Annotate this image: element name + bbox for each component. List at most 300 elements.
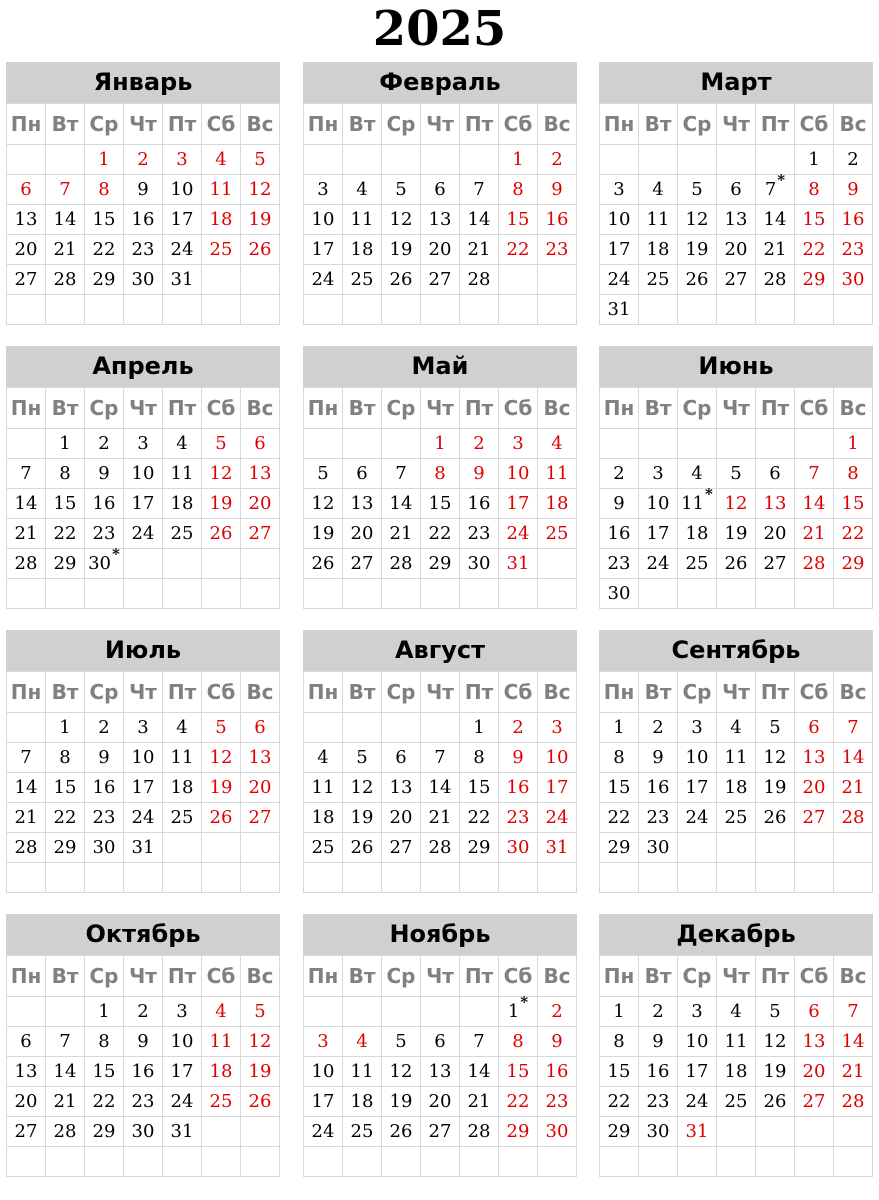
day-number: 27 [389, 837, 413, 858]
day-number: 5 [769, 717, 781, 738]
day-number: 6 [434, 179, 446, 200]
day-cell [538, 1027, 577, 1057]
day-cell [343, 265, 382, 295]
day-cell [7, 459, 46, 489]
month-table [303, 955, 577, 1177]
day-number: 1 [473, 717, 485, 738]
day-cell [343, 773, 382, 803]
day-number: 12 [311, 493, 335, 514]
day-number: 5 [730, 463, 742, 484]
day-number: 23 [646, 807, 670, 828]
day-number: 10 [607, 209, 631, 230]
empty-cell [717, 1147, 756, 1177]
week-row [304, 459, 577, 489]
weekday-label: Чт [124, 956, 163, 997]
empty-cell [163, 1147, 202, 1177]
day-number: 27 [428, 269, 452, 290]
day-number: 23 [467, 523, 491, 544]
day-number: 20 [763, 523, 787, 544]
day-number: 28 [841, 1091, 865, 1112]
empty-cell [304, 713, 343, 743]
day-cell [124, 489, 163, 519]
weekday-label: Ср [678, 388, 717, 429]
weekday-row [7, 104, 280, 145]
day-cell [600, 235, 639, 265]
empty-cell [600, 429, 639, 459]
day-number: 20 [428, 239, 452, 260]
day-cell [756, 1087, 795, 1117]
day-number: 8 [613, 1031, 625, 1052]
day-cell [639, 235, 678, 265]
weekday-label: Сб [202, 672, 241, 713]
weekday-label: Сб [202, 104, 241, 145]
day-cell [85, 459, 124, 489]
empty-cell [85, 579, 124, 609]
day-number: 20 [802, 777, 826, 798]
day-number: 22 [92, 1091, 116, 1112]
empty-cell [304, 295, 343, 325]
empty-cell [241, 579, 280, 609]
day-cell [124, 773, 163, 803]
weekday-row [600, 672, 873, 713]
week-row [7, 743, 280, 773]
day-cell [163, 265, 202, 295]
empty-cell [538, 579, 577, 609]
day-cell [85, 175, 124, 205]
empty-cell [717, 863, 756, 893]
day-number: 12 [685, 209, 709, 230]
day-cell [756, 171, 795, 205]
day-cell [241, 803, 280, 833]
day-cell [7, 175, 46, 205]
day-cell [834, 803, 873, 833]
day-number: 26 [724, 553, 748, 574]
day-number: 28 [467, 1121, 491, 1142]
day-cell [834, 235, 873, 265]
day-cell [600, 1087, 639, 1117]
day-number: 1 [808, 149, 820, 170]
day-cell [124, 1027, 163, 1057]
day-cell [241, 713, 280, 743]
day-number: 13 [389, 777, 413, 798]
empty-cell [241, 265, 280, 295]
weekday-label: Сб [499, 672, 538, 713]
empty-cell [124, 295, 163, 325]
empty-cell [834, 863, 873, 893]
day-cell [124, 1117, 163, 1147]
empty-cell [460, 997, 499, 1027]
day-cell [600, 743, 639, 773]
week-row [600, 743, 873, 773]
month-name: Ноябрь [303, 914, 577, 955]
shortened-day-mark: * [777, 171, 786, 189]
week-row [600, 489, 873, 519]
day-number: 13 [802, 1031, 826, 1052]
day-number: 8 [59, 747, 71, 768]
week-row [7, 205, 280, 235]
empty-cell [202, 833, 241, 863]
weekday-label: Вс [538, 956, 577, 997]
week-row [7, 1117, 280, 1147]
month-name: Март [599, 62, 873, 103]
day-cell [639, 205, 678, 235]
day-cell [678, 773, 717, 803]
day-cell [600, 713, 639, 743]
day-cell [600, 579, 639, 609]
day-cell [678, 743, 717, 773]
weekday-label: Вс [241, 956, 280, 997]
day-cell [795, 803, 834, 833]
day-cell [717, 803, 756, 833]
empty-cell [421, 863, 460, 893]
day-cell [499, 145, 538, 175]
empty-cell [717, 579, 756, 609]
day-number: 16 [607, 523, 631, 544]
day-cell [241, 489, 280, 519]
day-number: 3 [176, 149, 188, 170]
month-table [6, 671, 280, 893]
day-number: 20 [14, 239, 38, 260]
week-row [304, 803, 577, 833]
week-row [7, 863, 280, 893]
day-number: 9 [652, 1031, 664, 1052]
day-number: 22 [506, 239, 530, 260]
day-cell [202, 1087, 241, 1117]
day-number: 4 [652, 179, 664, 200]
day-number: 9 [551, 1031, 563, 1052]
day-cell [382, 489, 421, 519]
day-number: 16 [131, 1061, 155, 1082]
week-row [600, 803, 873, 833]
day-cell [756, 803, 795, 833]
day-cell [421, 489, 460, 519]
day-cell [304, 773, 343, 803]
weekday-label: Пн [600, 672, 639, 713]
day-cell [600, 1027, 639, 1057]
day-cell [124, 205, 163, 235]
day-cell [163, 235, 202, 265]
day-cell [678, 997, 717, 1027]
weekday-label: Ср [382, 956, 421, 997]
day-cell [756, 773, 795, 803]
day-number: 23 [506, 807, 530, 828]
day-number: 12 [389, 1061, 413, 1082]
empty-cell [756, 833, 795, 863]
day-cell [7, 235, 46, 265]
day-number: 16 [467, 493, 491, 514]
day-cell [304, 1087, 343, 1117]
month-block [6, 346, 280, 609]
day-cell [678, 459, 717, 489]
day-number: 29 [92, 269, 116, 290]
day-number: 1 [98, 149, 110, 170]
day-number: 8 [512, 179, 524, 200]
day-cell [678, 205, 717, 235]
day-cell [7, 549, 46, 579]
day-number: 12 [209, 463, 233, 484]
empty-cell [304, 1147, 343, 1177]
weekday-label: Пн [7, 672, 46, 713]
day-number: 19 [685, 239, 709, 260]
day-cell [460, 265, 499, 295]
day-cell [717, 175, 756, 205]
day-cell [382, 175, 421, 205]
day-cell [421, 773, 460, 803]
day-number: 24 [607, 269, 631, 290]
month-name: Октябрь [6, 914, 280, 955]
empty-cell [343, 145, 382, 175]
day-number: 22 [428, 523, 452, 544]
day-cell [163, 1117, 202, 1147]
day-cell [124, 1057, 163, 1087]
day-number: 8 [473, 747, 485, 768]
day-cell [421, 743, 460, 773]
day-cell [163, 803, 202, 833]
empty-cell [795, 295, 834, 325]
day-cell [202, 1057, 241, 1087]
day-number: 17 [607, 239, 631, 260]
week-row [600, 235, 873, 265]
day-number: 21 [467, 239, 491, 260]
empty-cell [343, 295, 382, 325]
day-cell [163, 459, 202, 489]
day-number: 18 [311, 807, 335, 828]
weekday-label: Вт [343, 104, 382, 145]
day-cell [163, 997, 202, 1027]
day-cell [124, 145, 163, 175]
day-number: 25 [685, 553, 709, 574]
day-number: 11 [209, 179, 233, 200]
day-cell [499, 489, 538, 519]
day-number: 13 [724, 209, 748, 230]
day-number: 9 [137, 1031, 149, 1052]
month-block [599, 914, 873, 1177]
empty-cell [382, 997, 421, 1027]
day-number: 20 [428, 1091, 452, 1112]
day-number: 12 [209, 747, 233, 768]
day-number: 4 [215, 149, 227, 170]
day-cell [382, 773, 421, 803]
day-number: 3 [317, 179, 329, 200]
day-cell [538, 489, 577, 519]
empty-cell [124, 549, 163, 579]
weekday-label: Ср [678, 956, 717, 997]
empty-cell [600, 863, 639, 893]
day-number: 25 [350, 269, 374, 290]
day-cell [85, 1027, 124, 1057]
day-cell [343, 235, 382, 265]
day-cell [241, 1087, 280, 1117]
day-cell [241, 1057, 280, 1087]
empty-cell [460, 145, 499, 175]
day-cell [717, 1057, 756, 1087]
day-number: 12 [248, 179, 272, 200]
day-cell [343, 489, 382, 519]
day-cell [600, 489, 639, 519]
day-number: 28 [841, 807, 865, 828]
day-cell [600, 459, 639, 489]
day-cell [202, 519, 241, 549]
day-number: 7 [764, 179, 777, 200]
day-cell [538, 773, 577, 803]
weekday-label: Пт [460, 956, 499, 997]
day-number: 10 [170, 179, 194, 200]
weekday-label: Вт [46, 956, 85, 997]
day-number: 2 [551, 149, 563, 170]
day-cell [304, 549, 343, 579]
day-cell [241, 519, 280, 549]
day-cell [756, 489, 795, 519]
empty-cell [85, 863, 124, 893]
month-block [599, 62, 873, 325]
day-cell [7, 743, 46, 773]
weekday-label: Пт [756, 388, 795, 429]
day-cell [7, 1027, 46, 1057]
day-number: 5 [254, 1001, 266, 1022]
day-cell [717, 549, 756, 579]
day-cell [124, 235, 163, 265]
day-number: 30 [467, 553, 491, 574]
day-cell [834, 459, 873, 489]
day-number: 13 [14, 209, 38, 230]
day-cell [499, 549, 538, 579]
day-cell [46, 265, 85, 295]
day-number: 13 [248, 747, 272, 768]
weekday-label: Сб [499, 388, 538, 429]
day-number: 27 [724, 269, 748, 290]
day-cell [795, 235, 834, 265]
day-cell [163, 1057, 202, 1087]
day-cell [202, 773, 241, 803]
day-number: 17 [131, 777, 155, 798]
day-cell [304, 175, 343, 205]
day-number: 4 [356, 179, 368, 200]
day-cell [678, 713, 717, 743]
empty-cell [382, 1147, 421, 1177]
day-cell [678, 549, 717, 579]
day-number: 1 [59, 717, 71, 738]
day-cell [678, 235, 717, 265]
day-cell [499, 833, 538, 863]
day-number: 19 [350, 807, 374, 828]
day-number: 30 [646, 1121, 670, 1142]
day-number: 26 [311, 553, 335, 574]
day-number: 16 [646, 777, 670, 798]
day-number: 9 [98, 463, 110, 484]
day-number: 19 [389, 1091, 413, 1112]
empty-cell [717, 1117, 756, 1147]
day-number: 28 [389, 553, 413, 574]
day-cell [600, 833, 639, 863]
day-cell [538, 833, 577, 863]
day-number: 11 [209, 1031, 233, 1052]
week-row [304, 1087, 577, 1117]
week-row [7, 833, 280, 863]
day-number: 3 [176, 1001, 188, 1022]
day-number: 21 [428, 807, 452, 828]
day-cell [304, 1027, 343, 1057]
day-cell [85, 205, 124, 235]
day-number: 5 [215, 433, 227, 454]
day-number: 25 [209, 1091, 233, 1112]
day-number: 17 [311, 1091, 335, 1112]
day-cell [717, 265, 756, 295]
day-cell [421, 519, 460, 549]
day-number: 9 [137, 179, 149, 200]
weekday-row [600, 956, 873, 997]
day-cell [538, 145, 577, 175]
day-number: 3 [317, 1031, 329, 1052]
day-number: 1 [847, 433, 859, 454]
weekday-label: Ср [382, 388, 421, 429]
month-table [6, 955, 280, 1177]
day-cell [795, 145, 834, 175]
empty-cell [202, 295, 241, 325]
day-number: 23 [607, 553, 631, 574]
day-number: 10 [545, 747, 569, 768]
day-number: 14 [841, 1031, 865, 1052]
day-number: 25 [170, 807, 194, 828]
day-cell [46, 235, 85, 265]
day-number: 15 [607, 777, 631, 798]
day-cell [717, 997, 756, 1027]
empty-cell [7, 429, 46, 459]
day-cell [538, 205, 577, 235]
empty-cell [241, 1147, 280, 1177]
empty-cell [304, 997, 343, 1027]
day-cell [639, 489, 678, 519]
empty-cell [499, 579, 538, 609]
month-name: Декабрь [599, 914, 873, 955]
day-number: 9 [473, 463, 485, 484]
weekday-label: Вс [834, 104, 873, 145]
empty-cell [538, 295, 577, 325]
day-number: 7 [20, 463, 32, 484]
month-table [303, 387, 577, 609]
day-number: 24 [311, 1121, 335, 1142]
day-cell [202, 459, 241, 489]
day-cell [639, 773, 678, 803]
day-number: 19 [311, 523, 335, 544]
day-cell [499, 1057, 538, 1087]
day-cell [421, 1027, 460, 1057]
day-number: 15 [428, 493, 452, 514]
day-number: 14 [841, 747, 865, 768]
day-number: 14 [53, 1061, 77, 1082]
day-cell [538, 997, 577, 1027]
day-cell [639, 1057, 678, 1087]
day-number: 27 [428, 1121, 452, 1142]
day-number: 2 [652, 717, 664, 738]
day-cell [124, 459, 163, 489]
week-row [7, 489, 280, 519]
day-cell [382, 833, 421, 863]
day-cell [124, 1087, 163, 1117]
day-cell [124, 833, 163, 863]
day-number: 24 [131, 523, 155, 544]
weekday-label: Сб [202, 956, 241, 997]
empty-cell [382, 145, 421, 175]
day-number: 30 [131, 1121, 155, 1142]
day-cell [834, 489, 873, 519]
day-cell [460, 713, 499, 743]
day-cell [834, 205, 873, 235]
day-number: 14 [14, 493, 38, 514]
weekday-label: Вт [343, 672, 382, 713]
day-cell [717, 713, 756, 743]
day-cell [163, 145, 202, 175]
day-number: 18 [724, 777, 748, 798]
